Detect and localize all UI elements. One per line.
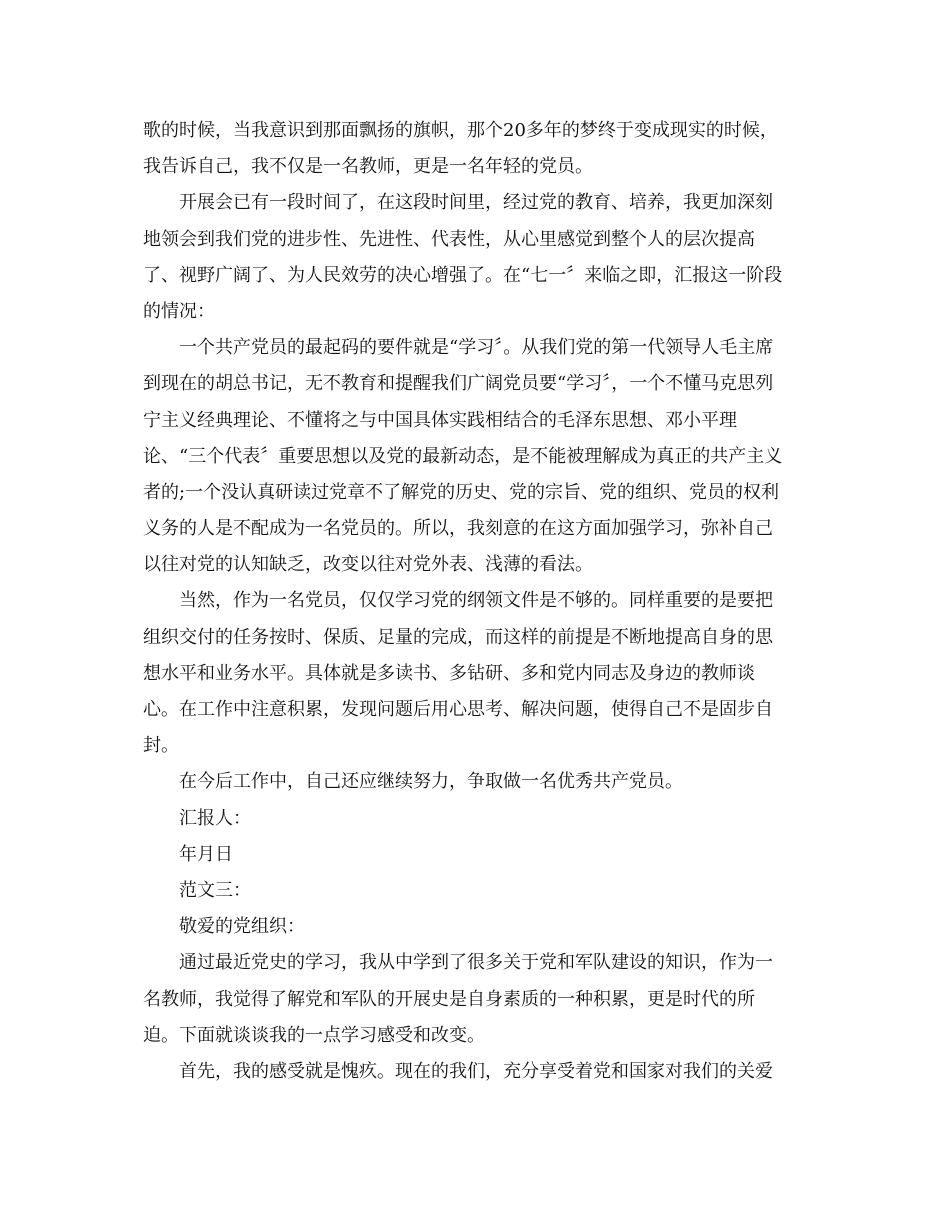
text-line: 在今后工作中，自己还应继续努力，争取做一名优秀共产党员。: [179, 771, 683, 793]
text-line: 组织交付的任务按时、保质、足量的完成，而这样的前提是不断地提高自身的思: [143, 626, 773, 648]
text-line: 宁主义经典理论、不懂将之与中国具体实践相结合的毛泽东思想、邓小平理: [143, 409, 737, 431]
text-line: 了、视野广阔了、为人民效劳的决心增强了。在“七一〞来临之即，汇报这一阶段: [143, 264, 783, 286]
text-line: 范文三：: [179, 879, 251, 901]
text-line: 歌的时候，当我意识到那面飘扬的旗帜，那个20多年的梦终于变成现实的时候，: [143, 120, 778, 141]
text-line: 当然，作为一名党员，仅仅学习党的纲领文件是不够的。同样重要的是要把: [179, 590, 773, 612]
text-line: 以往对党的认知缺乏，改变以往对党外表、浅薄的看法。: [143, 554, 593, 576]
text-line: 开展会已有一段时间了，在这段时间里，经过党的教育、培养，我更加深刻: [179, 192, 773, 214]
text-line: 者的;一个没认真研读过党章不了解党的历史、党的宗旨、党的组织、党员的权利: [143, 481, 780, 503]
text-line: 地领会到我们党的进步性、先进性、代表性，从心里感觉到整个人的层次提高: [143, 228, 755, 250]
text-line: 想水平和业务水平。具体就是多读书、多钻研、多和党内同志及身边的教师谈: [143, 662, 755, 684]
text-line: 首先，我的感受就是愧疚。现在的我们，充分享受着党和国家对我们的关爱: [179, 1060, 773, 1082]
text-line: 的情况：: [143, 300, 215, 322]
text-line: 通过最近党史的学习，我从中学到了很多关于党和军队建设的知识，作为一: [179, 952, 773, 974]
document-body: [143, 113, 813, 1090]
text-line: 名教师，我觉得了解党和军队的开展史是自身素质的一种积累，更是时代的所: [143, 988, 755, 1010]
text-line: 年月日: [179, 843, 233, 865]
text-line: 我告诉自己，我不仅是一名教师，更是一名年轻的党员。: [143, 156, 593, 178]
text-line: 迫。下面就谈谈我的一点学习感受和改变。: [143, 1024, 485, 1046]
text-line: 一个共产党员的最起码的要件就是“学习〞。从我们党的第一代领导人毛主席: [179, 337, 774, 359]
text-line: 义务的人是不配成为一名党员的。所以，我刻意的在这方面加强学习，弥补自己: [143, 518, 773, 540]
text-line: 封。: [143, 735, 179, 757]
text-line: 汇报人：: [179, 807, 251, 829]
text-line: 论、“三个代表〞重要思想以及党的最新动态，是不能被理解成为真正的共产主义: [143, 445, 783, 467]
text-line: 心。在工作中注意积累，发现问题后用心思考、解决问题，使得自己不是固步自: [143, 699, 773, 720]
text-line: 到现在的胡总书记，无不教育和提醒我们广阔党员要“学习〞，一个不懂马克思列: [143, 373, 774, 395]
text-line: 敬爱的党组织：: [179, 916, 305, 938]
